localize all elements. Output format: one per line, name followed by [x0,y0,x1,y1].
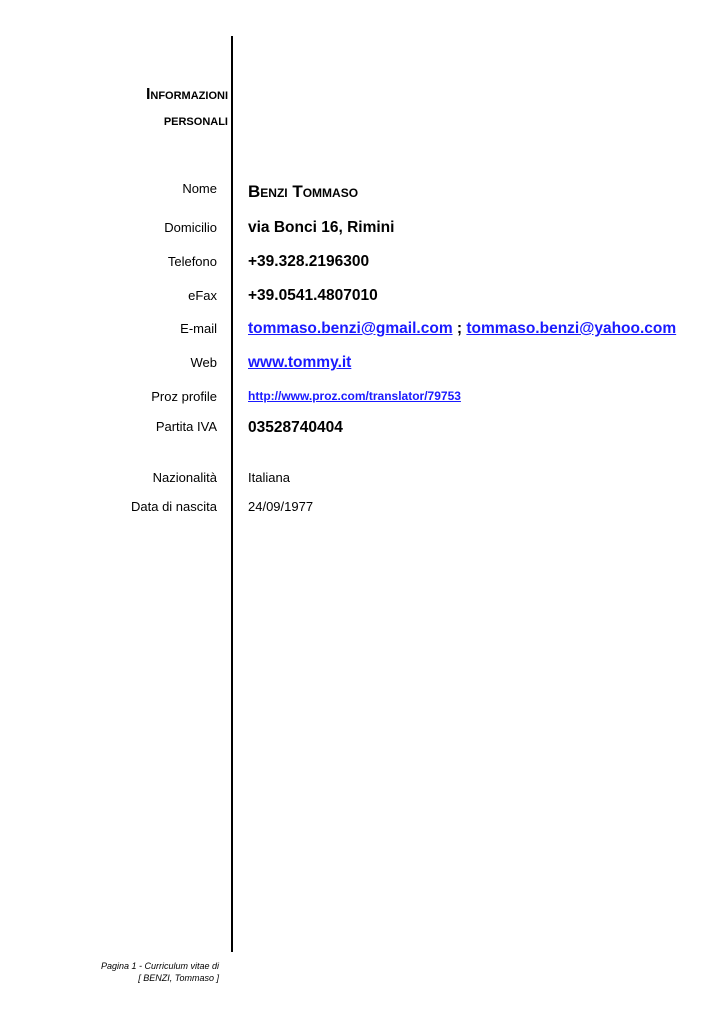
proz-link[interactable]: http://www.proz.com/translator/79753 [248,389,461,403]
label-domicilio: Domicilio [164,220,217,235]
web-link[interactable]: www.tommy.it [248,354,352,371]
label-nome: Nome [182,181,217,196]
value-web [248,354,351,372]
footer-line1: Pagina 1 - Curriculum vitae di [100,961,219,971]
email-link-yahoo[interactable]: tommaso.benzi@yahoo.com [466,320,677,337]
value-nascita: 24/09/1977 [248,499,314,514]
label-piva: Partita IVA [155,419,217,434]
section-heading [146,82,228,134]
vertical-divider [231,36,233,952]
value-nazionalita: Italiana [248,470,290,485]
label-nascita: Data di nascita [131,499,217,514]
value-piva: 03528740404 [248,419,343,436]
label-telefono: Telefono [167,254,217,269]
section-heading-line1: Informazioni [145,86,228,103]
page-footer [101,960,219,984]
label-web: Web [190,355,217,370]
email-separator: ; [452,320,467,337]
value-nome: Benzi Tommaso [248,182,359,201]
value-email [248,320,676,338]
footer-line2: [ BENZI, Tommaso ] [138,973,219,983]
value-telefono: +39.328.2196300 [248,253,370,270]
label-proz: Proz profile [151,389,217,404]
value-proz [248,389,461,403]
label-efax: eFax [188,288,217,303]
value-efax: +39.0541.4807010 [248,287,378,304]
label-nazionalita: Nazionalità [152,470,217,485]
section-heading-line2: personali [163,112,228,129]
value-domicilio: via Bonci 16, Rimini [248,219,395,236]
email-link-gmail[interactable]: tommaso.benzi@gmail.com [248,320,453,337]
label-email: E-mail [180,321,217,336]
